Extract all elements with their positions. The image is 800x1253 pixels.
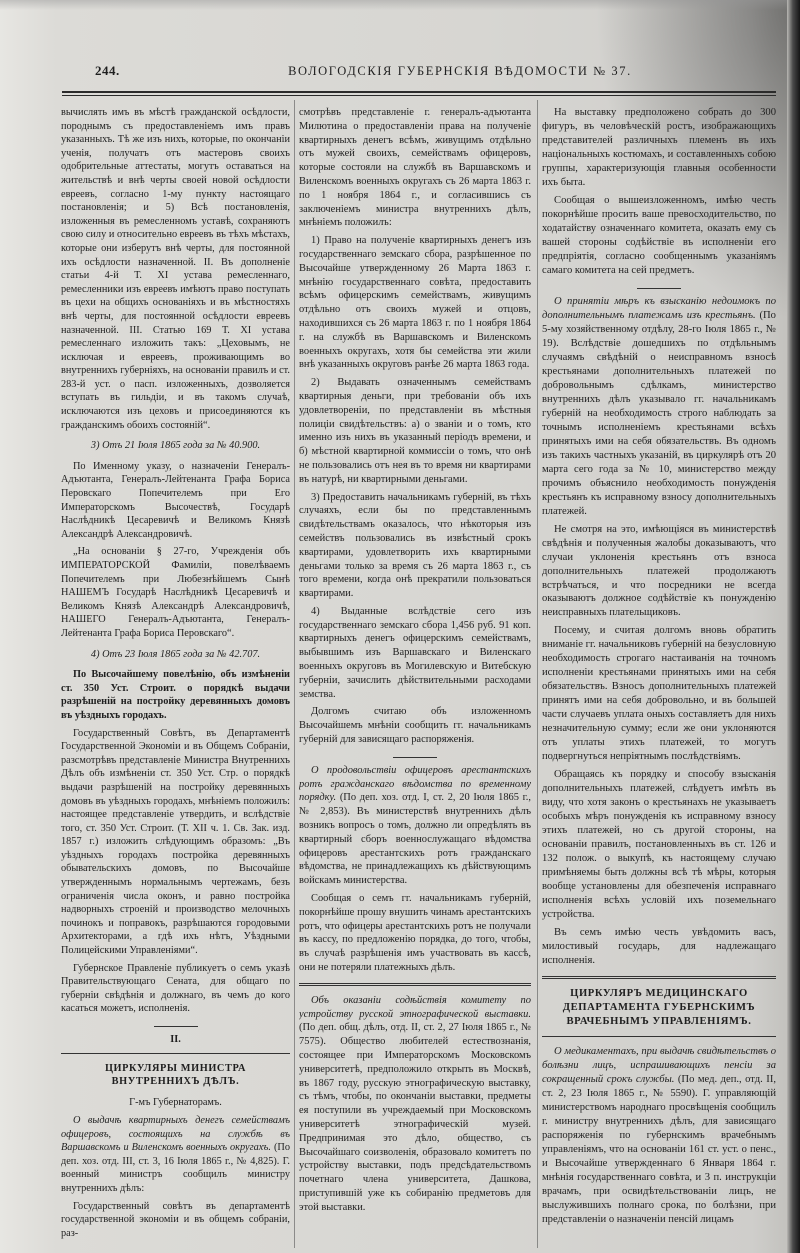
body-paragraph: Не смотря на это, имѣющіяся въ министерствѣ свѣдѣнія и полученныя жалобы доказываютъ, что случаи уклоненія крестьянъ отъ взноса дополнительныхъ платежей продолжаютъ встрѣчаться, и что посредники не всегда оказываютъ должное содѣйствіе къ понужденію неисправныхъ плательщиковъ. [542, 523, 776, 619]
circular-body: (По мед. деп., отд. II, ст. 2, 23 Іюля 1865 г., № 5590). Г. управляющій министерствомъ народнаго просвѣщенія сообщилъ г. министру внутреннихъ дѣлъ, для зависящаго распоряженія по губернскимъ врачебнымъ управленіямъ, что на основаніи 161 ст. уст. о пенс., и Высочайше утвержденнаго 6 Января 1864 г. мнѣнія государственнаго совѣта, и 3 п. инструкціи врачамъ, при освидѣтельствованіи лицъ, не выслужившихъ полнаго срока, по болѣзни, при представленіи о назначеніи пенсій лицамъ [542, 1074, 776, 1226]
column-1 [61, 106, 290, 1248]
body-paragraph: Обращаясь къ порядку и способу взысканія дополнительныхъ платежей, слѣдуетъ имѣть въ виду, что хотя законъ о крестьянахъ не указываетъ особыхъ мѣръ понужденія къ исправному взносу этихъ платежей, но съ другой стороны, на основаніи правилъ, постановленныхъ въ ст. 126 и 132 полож. о выкупѣ, къ настоящему случаю примѣняемы быть должны всѣ тѣ мѣры, которыя вообще установлены для обезпеченія исправнаго исполненія всѣхъ условій ихъ поземельнаго устройства. [542, 769, 776, 921]
page-number: 244. [95, 63, 120, 78]
resolution-item: 2) Выдавать означеннымъ семействамъ квартирныя деньги, при требованіи объ ихъ удовлетвореніи, по представленіи въ мѣстныя полиціи свидѣтельствъ: а) о званіи и о томъ, кто именно изъ нихъ въ указанный періодъ времени, и б) мѣстной квартирной коммиссіи о томъ, что онѣ не пользовались отъ нея въ то время ни квартирами въ натурѣ, ни квартирными деньгами. [299, 377, 531, 485]
separator-rule [299, 983, 531, 986]
separator-rule [154, 1026, 198, 1027]
decree-date: 4) Отъ 23 Іюля 1865 года за № 42.707. [90, 648, 261, 660]
body-paragraph: Посему, и считая долгомъ вновь обратить вниманіе гг. начальниковъ губерній на безусловную необходимость строгаго настаиванія на точномъ исполненіи крестьянами принятыхъ ими на себя обязательствъ. Взносъ дополнительныхъ платежей принятъ ими на себя добровольно, и въ большей части случаевъ уплата оныхъ составляетъ для нихъ незначительную сумму; если же они уклоняются отъ уплаты этихъ платежей, то могутъ подвергнуться непріятнымъ послѣдствіямъ. [542, 625, 776, 763]
circular-body: (По деп. хоз. отд. III, ст. 3, 16 Іюля 1865 г., № 4,825). Г. военный министръ сообщилъ министру внутреннихъ дѣлъ: [61, 1142, 290, 1194]
separator-rule [393, 757, 437, 758]
column-divider [294, 100, 295, 1248]
continued-paragraph: На выставку предположено собрать до 300 фигуръ, въ человѣческій ростъ, изображающихъ представителей различныхъ племенъ въ ихъ національныхъ костюмахъ, и составленныхъ собою группы, характеризующія главныя особенности ихъ быта. [542, 107, 776, 188]
request-paragraph: Сообщая о вышеизложенномъ, имѣю честь покорнѣйше просить ваше превосходительство, по ходатайству означеннаго комитета, оказать ему съ вашей стороны содѣйствіе въ исполненіи его предпріятія, согласно сообщеннымъ указаніямъ самаго комитета на сей предметъ. [542, 194, 776, 276]
decree-summary: По Именному указу, о назначеніи Генералъ-Адъютанта, Генералъ-Лейтенанта Графа Бориса Перовскаго Попечителемъ при Его Императорскомъ Высочествѣ, Государѣ Наслѣдникѣ Цесаревичѣ и Великомъ Князѣ Александрѣ Александровичѣ. [61, 460, 290, 540]
section-heading: ЦИРКУЛЯРЪ МЕДИЦИНСКАГО ДЕПАРТАМЕНТА ГУБЕРНСКИМЪ ВРАЧЕБНЫМЪ УПРАВЛЕНІЯМЪ. [562, 988, 756, 1027]
section-number: II. [170, 1034, 181, 1045]
separator-rule [61, 1053, 290, 1054]
circular-entry [542, 1045, 776, 1227]
separator-rule [637, 288, 681, 289]
circular-title: О выдачѣ квартирныхъ денегъ семействамъ офицеровъ, состоящихъ на службѣ въ Варшавскомъ и Виленскомъ военныхъ округахъ. [61, 1114, 290, 1154]
circular-entry [299, 994, 531, 1215]
publication-note: Губернское Правленіе публикуетъ о семъ указѣ Правительствующаго Сената, для общаго по губерніи свѣдѣнія и должнаго, въ чемъ до кого касаться можетъ, исполненія. [61, 962, 290, 1015]
continued-paragraph: смотрѣвъ представленіе г. генералъ-адъютанта Милютина о предоставленіи права на полученіе квартирныхъ денегъ всѣмъ, живущимъ отдѣльно отъ мужей своихъ, семействамъ офицеровъ, которые состояли на службѣ въ Варшавскомъ и Виленскомъ военныхъ округахъ съ 26 марта 1863 г. по 1 ноября 1864 г., и согласившись съ заключеніемъ министра внутреннихъ дѣлъ, мнѣніемъ положилъ: [299, 107, 531, 229]
resolution-item: 4) Выданные вслѣдствіе сего изъ государственнаго земскаго сбора 1,456 руб. 91 коп. квартирныхъ денегъ офицерскимъ семействамъ, выбывшимъ изъ Варшавскаго и Виленскаго военныхъ округовъ въ Могилевскую и Витебскую губерніи, зачислить дѣйствительными расходами земства. [299, 605, 531, 700]
circular-body: (По 5-му хозяйственному отдѣлу, 28-го Іюля 1865 г., № 19). Вслѣдствіе дошедшихъ по отдѣльнымъ случаямъ свѣдѣній о неисправномъ взносѣ крестьянами дополнительныхъ платежей по добровольнымъ сдѣлкамъ, министерство внутреннихъ дѣлъ указывало гг. начальникамъ губерній на необходимость строго наблюдать за точнымъ исполненіемъ крестьянами всѣхъ принятыхъ ими на себя обязательствъ. Въ одномъ изъ такихъ частныхъ указаній, въ циркулярѣ отъ 20 марта сего года за № 10, министерство между прочимъ объяснило необходимость понужденія крестьянъ къ исправному взносу дополнительныхъ платежей. [542, 309, 776, 517]
decree-date: 3) Отъ 21 Іюля 1865 года за № 40.900. [90, 440, 261, 452]
circular-entry [61, 1114, 290, 1196]
decree-title: По Высочайшему повелѣнію, объ измѣненіи ст. 350 Уст. Строит. о порядкѣ выдачи разрѣшеній на постройку деревянныхъ домовъ въ уѣздныхъ городахъ. [61, 669, 290, 721]
separator-rule [542, 1036, 776, 1037]
closing-note: Долгомъ считаю объ изложенномъ Высочайшемъ мнѣніи сообщить гг. начальникамъ губерній для зависящаго распоряженія. [299, 706, 531, 746]
circular-title: О продовольствіи офицеровъ арестантскихъ ротъ гражданскаго вѣдомства по временному порядку. [299, 764, 531, 804]
council-opinion: Государственный Совѣтъ, въ Департаментѣ Государственной Экономіи и въ Общемъ Собраніи, разсмотрѣвъ представленіе Министра Внутреннихъ Дѣлъ объ измѣненіи ст. 350 Уст. Стр. о порядкѣ выдачи разрѣшеній на постройку деревянныхъ домовъ въ уѣздныхъ городахъ, мнѣніемъ положилъ: настоящее представленіе утвердить, и вслѣдствіе того, ст. 350 Уст. Строит. (Т. XII ч. 1. Св. Зак. изд. 1857 г.) изложить слѣдующимъ образомъ: „Въ уѣздныхъ городахъ постройка деревянныхъ обывательскихъ домовъ, по Высочайше утвержденнымъ нормальнымъ чертежамъ, безъ ограниченія числа оконъ, и равно постройка надворныхъ строеній и производство мелочныхъ починокъ и поправокъ, разрѣшаются городовыми Архитекторами, а гдѣ ихъ нѣтъ, Уѣздными Полицейскими Управленіями“. [61, 727, 290, 957]
scan-top-shadow [0, 0, 800, 10]
section-heading: ЦИРКУЛЯРЫ МИНИСТРА ВНУТРЕННИХЪ ДѢЛЪ. [104, 1062, 247, 1087]
resolution-item: 3) Предоставить начальникамъ губерній, въ тѣхъ случаяхъ, если бы по представленнымъ свидѣтельствамъ оказалось, что нѣкоторыя изъ семействъ пользовались въ извѣстный срокъ квартирами, удовлетворить ихъ квартирными деньгами только за время съ 26 марта 1863 г., съ того времени, когда онѣ прекратили пользоваться квартирами. [299, 491, 531, 600]
continues-paragraph: Государственный совѣтъ въ департаментѣ государственной экономіи и въ общемъ собраніи, раз- [61, 1200, 290, 1239]
continued-paragraph: вычислять имъ въ мѣстѣ гражданской осѣдлости, породнымъ съ предоставленіемъ имъ правъ указанныхъ. Тѣ же изъ нихъ, которые, по окончаніи ученія, получатъ отъ мастеровъ своихъ одобрительные аттестаты, могутъ оставаться на жительствѣ и внѣ черты своей новой осѣдлости евреевъ, согласно 1-му пункту настоящаго постановленія; и 5) Всѣ постановленія, изложенныя въ ремесленномъ уставѣ, сохраняютъ свою силу и относительно евреевъ въ тѣхъ мѣстахъ, которые они изберутъ внѣ черты, для постоянной ихъ осѣдлости назначенной. II. Въ дополненіе статьи 4-й Т. XI устава ремесленнаго, ремесленники изъ евреевъ имѣютъ право поступать въ цехи на общихъ основаніяхъ и въ мѣстностяхъ внѣ черты, для постоянной осѣдлости евреевъ назначенной. III. Статью 169 Т. XI устава ремесленнаго изложить такъ: „Цеховымъ, не исключая и евреевъ, проживающимъ во внутреннихъ губерніяхъ, на основаніи правилъ и ст. 283-й уст. о пасп. изложенныхъ, дозволяется вступать въ гильдіи, и въ такомъ случаѣ, исключаются изъ цеховъ и присоединяются къ гражданскимъ обоихъ состояній“. [61, 107, 290, 431]
circular-title: О принятіи мѣръ къ взысканію недоимокъ по дополнительнымъ платежамъ изъ крестьянъ. [542, 295, 776, 321]
resolution-item: 1) Право на полученіе квартирныхъ денегъ изъ государственнаго земскаго сбора, разрѣшенное по Высочайше утвержденному 26 Марта 1863 г. мнѣнію государственнаго совѣта, предоставить всѣмъ офицерскимъ семействамъ, живущимъ отдѣльно отъ своихъ мужей и отцовъ, находившихся съ 26 марта 1863 г. по 1 ноября 1864 г. на службѣ въ Варшавскомъ и Виленскомъ военныхъ округахъ, хотя бы семейства эти жили внѣ указанныхъ округовъ ранѣе 26 марта 1863 года. [299, 235, 531, 371]
circular-body: (По деп. хоз. отд. I, ст. 2, 20 Іюля 1865 г., № 2,853). Въ министерствѣ внутреннихъ дѣлъ возникъ вопросъ о томъ, должно ли опредѣлять въ квартирный сборъ военнослужащаго вѣдомства офицеровъ арестантскихъ ротъ гражданскаго вѣдомства, не принадлежащихъ къ дѣйствующимъ войскамъ министерства. [299, 792, 531, 887]
circular-entry [542, 295, 776, 519]
separator-rule [542, 976, 776, 979]
closing-note: Въ семъ имѣю честь увѣдомить васъ, милостивый государь, для надлежащаго исполненія. [542, 927, 776, 967]
scan-right-edge [787, 0, 800, 1253]
column-2 [299, 106, 531, 1248]
decree-quote: „На основаніи § 27-го, Учрежденія объ ИМПЕРАТОРСКОЙ Фамиліи, повелѣваемъ Попечителемъ при Любезнѣйшемъ Сынѣ НАШЕМЪ Государѣ Наслѣдникѣ Цесаревичѣ и Великомъ Князѣ Александрѣ Александровичѣ, НАШЕГО Генералъ-Адъютанта, Генералъ-Лейтенанта Графа Бориса Перовскаго“. [61, 546, 290, 639]
circular-title: Объ оказаніи содѣйствія комитету по устройству русской этнографической выставки. [299, 994, 531, 1020]
column-3 [542, 106, 776, 1248]
addressee: Г-мъ Губернаторамъ. [129, 1097, 222, 1109]
circular-body: (По деп. общ. дѣлъ, отд. II, ст. 2, 27 Іюля 1865 г., № 7575). Общество любителей естествознанія, состоящее при Императорскомъ Московскомъ университетѣ, предположило открыть въ Москвѣ, въ 1867 году, русскую этнографическую выставку, съ тѣмъ, чтобы, по окончаніи выставки, предметы ея поступили въ учреждаемый при Московскомъ университетѣ этнографическій музей. Предпринимая это дѣло, общество, съ Высочайшаго соизволенія, образовало комитетъ по устройству выставки, подъ предсѣдательствомъ почетнаго члена университета, Дашкова, приступившій уже къ собиранію предметовъ для этой выставки. [299, 1022, 531, 1213]
column-divider [537, 100, 538, 1248]
circular-title: О медикаментахъ, при выдачѣ свидѣтельствъ о болѣзни лицъ, испрашивающихъ пенсіи за сокращенный срокъ службы. [542, 1046, 776, 1086]
header-rule [62, 91, 776, 96]
circular-entry [299, 764, 531, 888]
masthead-title: ВОЛОГОДСКІЯ ГУБЕРНСКІЯ ВѢДОМОСТИ № 37. [288, 64, 632, 78]
circular-notice: Сообщая о семъ гг. начальникамъ губерній, покорнѣйше прошу внушить чинамъ арестантскихъ ротъ, что офицеры арестантскихъ ротъ не получали въ кассу, по предложенію порядка, до того, чтобы, въ случаѣ разрѣшенія имъ участвовать въ кассѣ, они не потеряли платежныхъ дѣлъ. [299, 893, 531, 974]
